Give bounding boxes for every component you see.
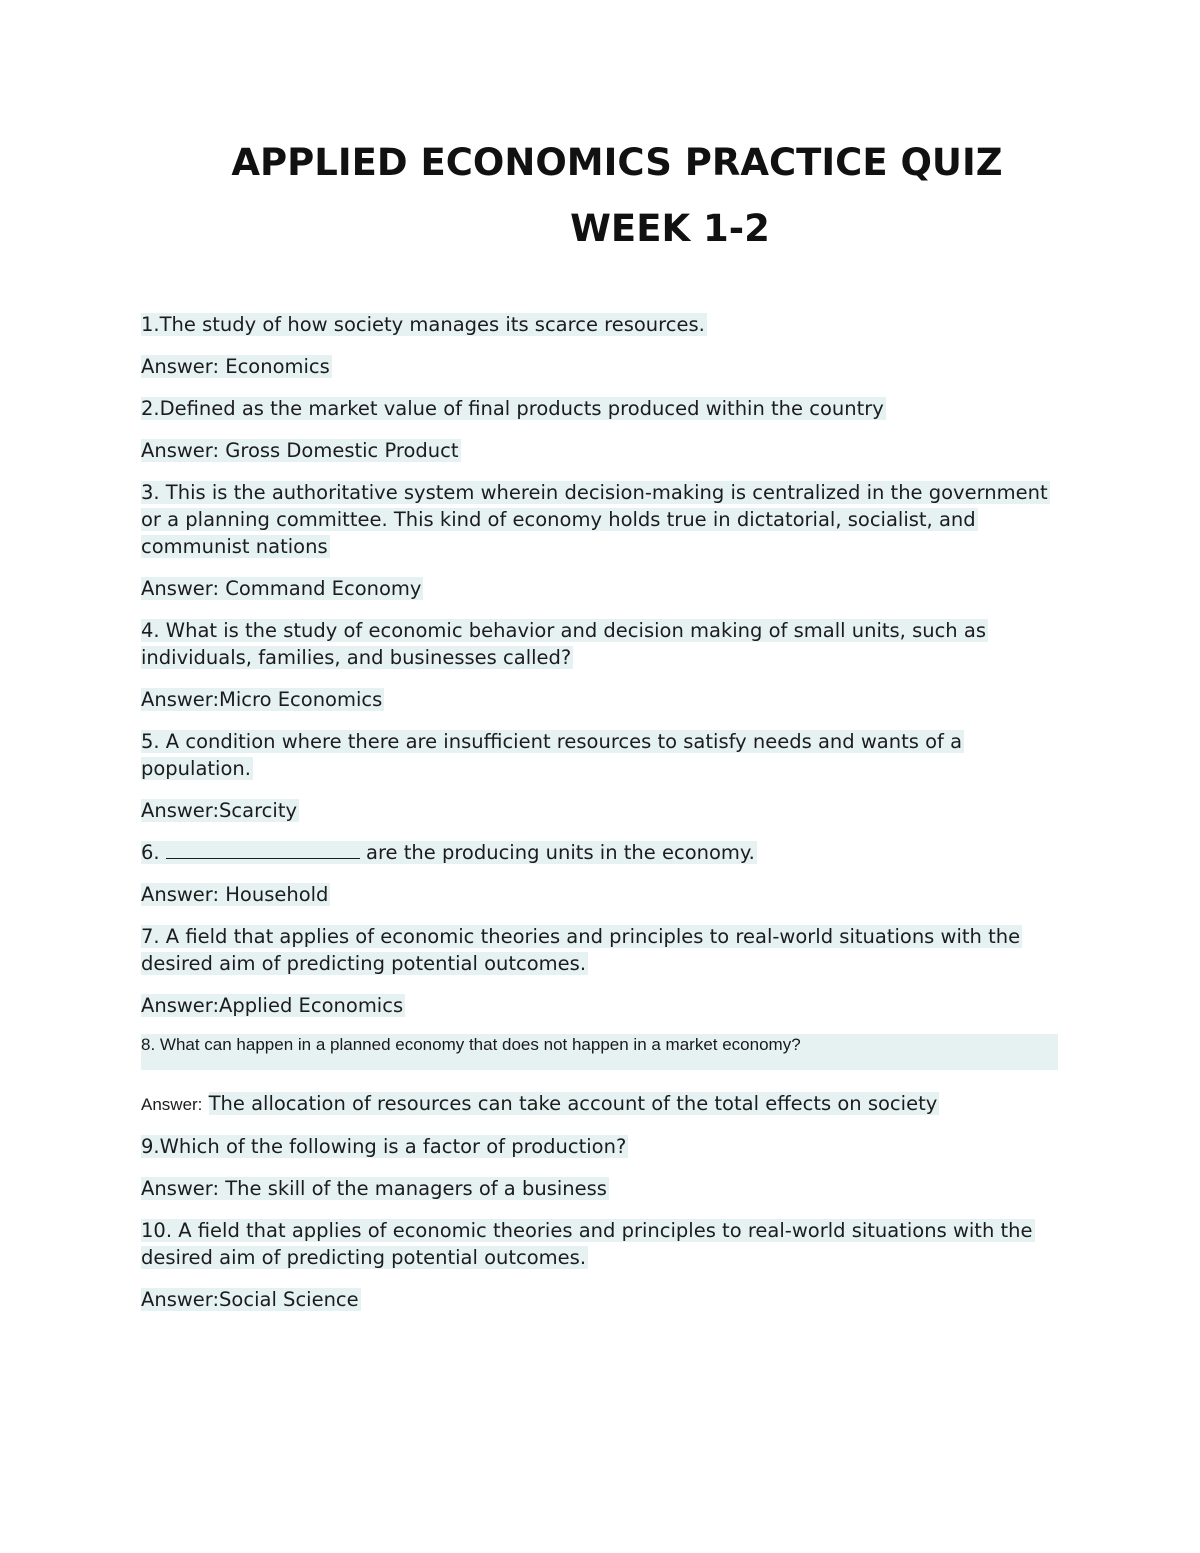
- question-9: 9.Which of the following is a factor of production?: [141, 1135, 627, 1158]
- answer-2: Answer: Gross Domestic Product: [141, 439, 459, 462]
- question-3: 3. This is the authoritative system wherein decision-making is centralized in the government or a planning committee. This kind of economy holds true in dictatorial, socialist, and communist nations: [141, 481, 1048, 558]
- answer-1: Answer: Economics: [141, 355, 330, 378]
- answer-4: Answer:Micro Economics: [141, 688, 383, 711]
- answer-5: Answer:Scarcity: [141, 799, 298, 822]
- question-5: 5. A condition where there are insufficient resources to satisfy needs and wants of a population.: [141, 730, 963, 780]
- answer-8: Answer: The allocation of resources can take account of the total effects on society: [141, 1092, 938, 1115]
- question-2: 2.Defined as the market value of final products produced within the country: [141, 397, 884, 420]
- answer-6: Answer: Household: [141, 883, 329, 906]
- answer-9: Answer: The skill of the managers of a business: [141, 1177, 607, 1200]
- question-8: 8. What can happen in a planned economy that does not happen in a market economy?: [141, 1034, 1058, 1070]
- page-subtitle: WEEK 1-2: [570, 207, 770, 250]
- question-6: 6. are the producing units in the economy.: [141, 841, 755, 864]
- fill-in-blank: [166, 840, 360, 859]
- question-10: 10. A field that applies of economic theories and principles to real-world situations with the desired aim of predicting potential outcomes.: [141, 1219, 1033, 1269]
- answer-7: Answer:Applied Economics: [141, 994, 404, 1017]
- answer-3: Answer: Command Economy: [141, 577, 422, 600]
- quiz-content: [141, 311, 1061, 1328]
- page-title: APPLIED ECONOMICS PRACTICE QUIZ: [231, 141, 1003, 184]
- question-1: 1.The study of how society manages its scarce resources.: [141, 313, 705, 336]
- question-7: 7. A field that applies of economic theories and principles to real-world situations with the desired aim of predicting potential outcomes.: [141, 925, 1021, 975]
- question-4: 4. What is the study of economic behavior and decision making of small units, such as individuals, families, and businesses called?: [141, 619, 986, 669]
- answer-10: Answer:Social Science: [141, 1288, 359, 1311]
